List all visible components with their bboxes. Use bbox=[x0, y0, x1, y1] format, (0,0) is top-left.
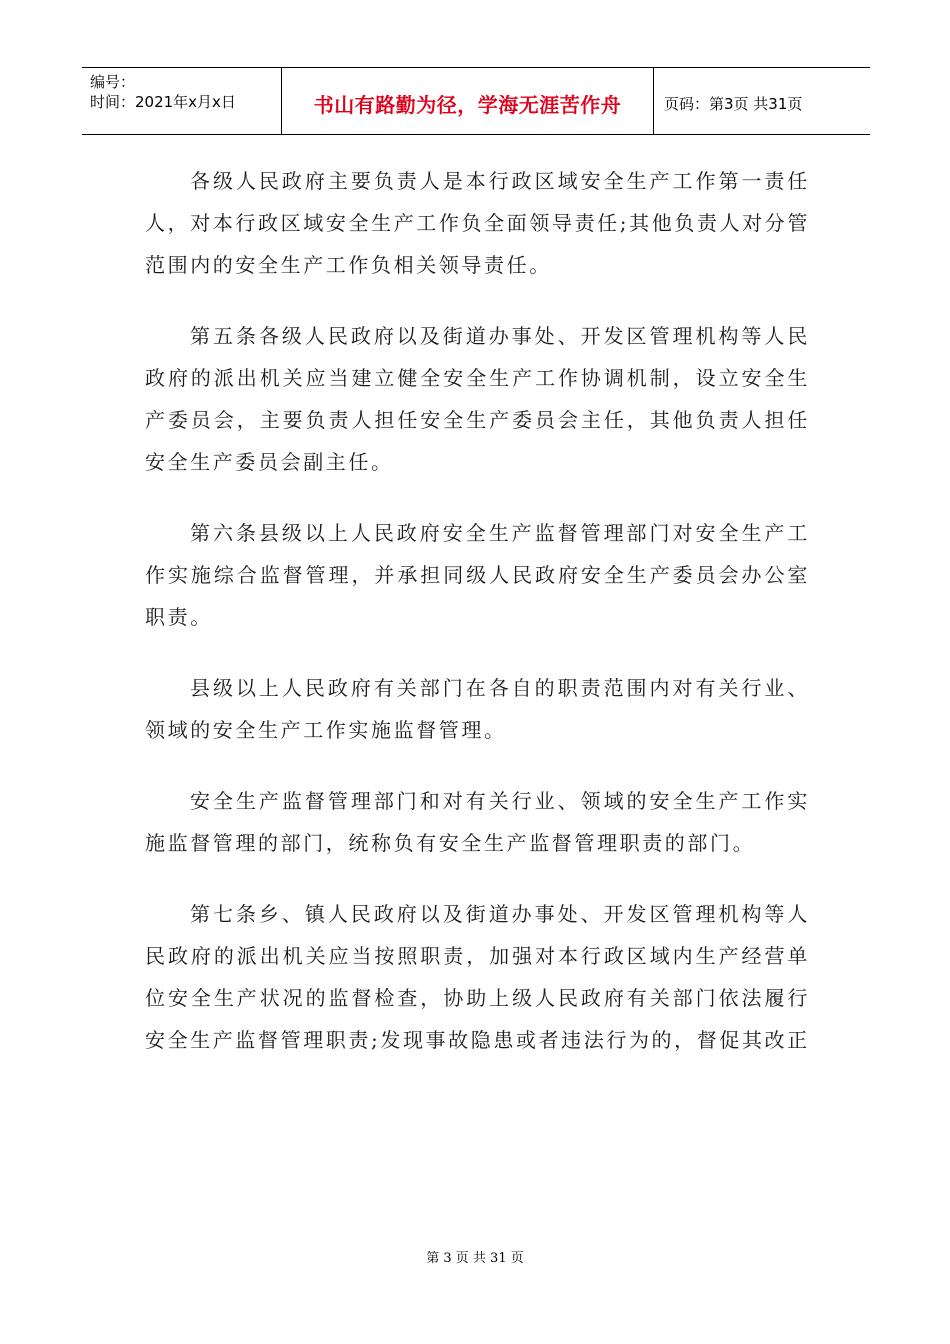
header-motto: 书山有路勤为径，学海无涯苦作舟 bbox=[282, 68, 654, 134]
document-number-label: 编号： bbox=[90, 73, 136, 91]
page-header bbox=[82, 67, 870, 135]
paragraph: 各级人民政府主要负责人是本行政区域安全生产工作第一责任人，对本行政区域安全生产工作负全面领导责任;其他负责人对分管范围内的安全生产工作负相关领导责任。 bbox=[145, 169, 810, 277]
paragraph: 县级以上人民政府有关部门在各自的职责范围内对有关行业、领域的安全生产工作实施监督管理。 bbox=[145, 676, 810, 742]
document-body bbox=[145, 160, 810, 1090]
paragraph: 第七条乡、镇人民政府以及街道办事处、开发区管理机构等人民政府的派出机关应当按照职责，加强对本行政区域内生产经营单位安全生产状况的监督检查，协助上级人民政府有关部门依法履行安全生产监督管理职责;发现事故隐患或者违法行为的，督促其改正 bbox=[145, 902, 810, 1052]
paragraph: 第五条各级人民政府以及街道办事处、开发区管理机构等人民政府的派出机关应当建立健全安全生产工作协调机制，设立安全生产委员会，主要负责人担任安全生产委员会主任，其他负责人担任安全生产委员会副主任。 bbox=[145, 324, 810, 474]
page-footer: 第 3 页 共 31 页 bbox=[426, 1251, 524, 1266]
document-time-label: 时间：2021年x月x日 bbox=[90, 93, 236, 111]
paragraph: 第六条县级以上人民政府安全生产监督管理部门对安全生产工作实施综合监督管理，并承担同级人民政府安全生产委员会办公室职责。 bbox=[145, 521, 810, 629]
header-page-info: 页码：第3页 共31页 bbox=[664, 94, 803, 113]
header-meta bbox=[82, 68, 282, 134]
paragraph: 安全生产监督管理部门和对有关行业、领域的安全生产工作实施监督管理的部门，统称负有安全生产监督管理职责的部门。 bbox=[145, 789, 810, 855]
